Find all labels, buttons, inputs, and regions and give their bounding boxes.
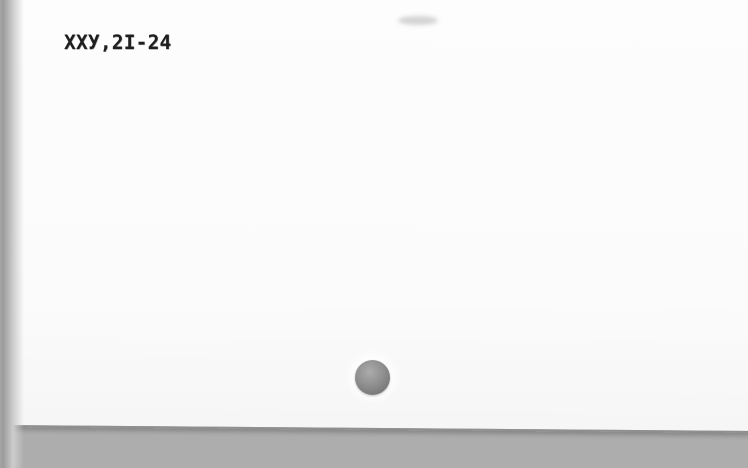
call-number: ХХУ,2I-24 (64, 31, 172, 54)
ink-smudge (398, 16, 438, 25)
scan-left-edge (0, 0, 26, 468)
hole-punch (355, 360, 390, 395)
